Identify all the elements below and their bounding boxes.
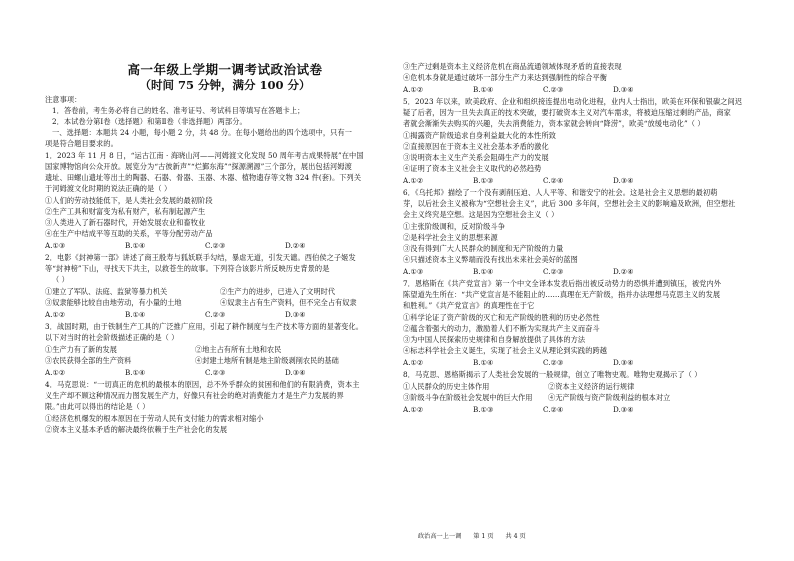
q4-statement: ④危机本身就是通过破坏一部分生产力来达到强制性的综合平衡 <box>403 73 608 82</box>
page-footer <box>418 531 536 540</box>
q1-stem: 于河姆渡文化时期的说法正确的是（ ） <box>45 184 172 193</box>
q4-stem: 4．马克思说：“一切真正的危机的最根本的原因，总不外乎群众的贫困和他们的有限消费，资本主 <box>45 380 360 389</box>
q4-option-b[interactable]: B.①④ <box>473 85 494 94</box>
q8-option-b[interactable]: B.①③ <box>473 405 494 414</box>
q3-statement: ③农民获得全部的生产资料 <box>45 356 132 365</box>
q6-stem: 芽，以后社会主义被称为“空想社会主义”，此后 300 多年间，空想社会主义的影响遍及欧洲，但空想社 <box>403 199 736 208</box>
q3-option-a[interactable]: A.①② <box>45 368 66 377</box>
q8-statement: ④无产阶级与资产阶级利益的根本对立 <box>548 393 671 402</box>
q3-stem: 以下对当时的社会阶级描述正确的是（ ） <box>45 333 179 342</box>
q7-statement: ③为中国人民探索历史规律和自身解放提供了具体的方法 <box>403 335 586 344</box>
q6-stem: 会主义终究是空想。这是因为空想社会主义（ ） <box>403 210 559 219</box>
q8-statement: ③阶级斗争在阶级社会发展中的巨大作用 <box>403 393 533 402</box>
q4-statement: ②资本主义基本矛盾的解决最终依赖于生产社会化的发展 <box>45 425 228 434</box>
q3-option-b[interactable]: B.①④ <box>125 368 146 377</box>
q4-statement: ③生产过剩是资本主义经济危机在商品流通领域体现矛盾的直接表现 <box>403 62 622 71</box>
q6-option-d[interactable]: D.②④ <box>613 267 634 276</box>
footer-subject: 政治高一上一调 <box>418 533 462 540</box>
q6-option-c[interactable]: C.②③ <box>543 267 564 276</box>
q5-statement: ③说明资本主义生产关系会阻碍生产力的发展 <box>403 153 549 162</box>
q1-option-c[interactable]: C.②③ <box>205 241 226 250</box>
notice-line: 1．答卷前，考生务必将自己的姓名、准考证号、考试科目等填写在答题卡上； <box>52 106 305 115</box>
q5-stem: 者就会渐渐失去购买的兴趣，失去消费能力，资本家就会转向“降涝”，欧美“放缓电动化”（ ） <box>403 119 705 128</box>
q1-statement: ④在生产中结成平等互助的关系，平等分配劳动产品 <box>45 229 213 238</box>
q7-option-c[interactable]: C.②③ <box>543 358 564 367</box>
q1-option-d[interactable]: D.②④ <box>285 241 306 250</box>
q6-statement: ④只描述资本主义弊端而没有找出未来社会美好的蓝图 <box>403 255 578 264</box>
q7-option-d[interactable]: D.③④ <box>613 358 634 367</box>
q6-statement: ②是科学社会主义的思想来源 <box>403 233 498 242</box>
q5-statement: ④证明了资本主义社会主义取代的必然趋势 <box>403 164 542 173</box>
q2-option-b[interactable]: B.①④ <box>125 310 146 319</box>
footer-page-total: 共 4 页 <box>505 533 526 540</box>
q4-stem: 义生产却不顾这种情况而力图发展生产力，好像只有社会的绝对消费能力才是生产力发展的界 <box>45 391 344 400</box>
q3-statement: ①生产力有了新的发展 <box>45 345 117 354</box>
exam-title: 高一年级上学期一调考试政治试卷 <box>127 62 323 77</box>
q3-stem: 3．战国时期，由于铁制生产工具的广泛推广应用，引起了耕作制度与生产技术等方面的显著变化。 <box>45 322 364 331</box>
q6-stem: 6．《乌托邦》描绘了一个没有剥削压迫、人人平等、和谐安宁的社会。这是社会主义思想的最初萌 <box>403 188 718 197</box>
q5-option-c[interactable]: C.②④ <box>543 176 564 185</box>
q2-option-a[interactable]: A.①② <box>45 310 66 319</box>
q2-option-d[interactable]: D.③④ <box>285 310 306 319</box>
q5-stem: 5．2023 年以来，欧美政府、企业和组织接连提出电动化进程，业内人士指出，欧美在环保和银碳之间迟 <box>403 97 743 106</box>
q7-statement: ②蕴含着强大的动力，激励着人们不断为实现共产主义而奋斗 <box>403 324 600 333</box>
q2-stem: 2．电影《封神第一部》讲述了商王殷寿与狐妖联手勾结，暴虐无道，引发天谴。西伯侯之子姬发 <box>45 253 356 262</box>
q3-statement: ④封建土地所有制是地主阶级剥削农民的基础 <box>195 356 339 365</box>
q6-statement: ③没有得到广大人民群众的制度和无产阶级的力量 <box>403 244 564 253</box>
notice-line: 项是符合题目要求的。 <box>45 139 118 148</box>
q1-stem: 国家博物馆向公众开放。展览分为“古彼新声”“烂鄞东海”“探源溯源”三个部分，展出包括河姆渡 <box>45 162 352 171</box>
q1-statement: ③人类进入了新石器时代，开始发展农业和畜牧业 <box>45 218 206 227</box>
q1-option-b[interactable]: B.①④ <box>125 241 146 250</box>
q6-statement: ①主张阶级调和，反对阶级斗争 <box>403 222 506 231</box>
q5-statement: ②直接原因在于资本主义社会基本矛盾的激化 <box>403 142 549 151</box>
q7-statement: ①科学论证了资产阶级的灭亡和无产阶级的胜利的历史必然性 <box>403 313 600 322</box>
notice-line: 一、选择题：本题共 24 小题，每小题 2 分，共 48 分。在每小题给出的四个选项中，只有一 <box>52 128 353 137</box>
q3-option-c[interactable]: C.②③ <box>205 368 226 377</box>
q8-stem: 8．马克思、恩格斯揭示了人类社会发展的一般规律，创立了唯物史观。唯物史观揭示了（ ） <box>403 370 702 379</box>
q8-option-d[interactable]: D.③④ <box>613 405 634 414</box>
q7-stem: 陈望道先生所在：“共产党宣言是不能阻止的……真理在无产阶级，指并办法理想马克思主义的发展 <box>403 290 721 299</box>
q5-option-b[interactable]: B.①③ <box>473 176 494 185</box>
q1-statement: ②生产工具和财富变为私有财产，私有制起源产生 <box>45 207 206 216</box>
q8-option-a[interactable]: A.①② <box>403 405 424 414</box>
q7-option-b[interactable]: B.①④ <box>473 358 494 367</box>
q2-statement: ④奴隶主占有生产资料，但不完全占有奴隶 <box>220 298 357 307</box>
q4-option-a[interactable]: A.①② <box>403 85 424 94</box>
q2-stem: （ ） <box>52 275 69 284</box>
q1-stem: 遗址、田螺山遗址等出土的陶器、石器、骨器、玉器、木器、植物遗存等文物 324 件(套)。下列关 <box>45 173 362 182</box>
q2-option-c[interactable]: C.②③ <box>205 310 226 319</box>
q7-stem: 和胜利。”《共产党宣言》的真理性在于它 <box>403 301 535 310</box>
q2-statement: ②生产力的进步，已进入了文明时代 <box>220 287 336 296</box>
q4-statement: ①经济危机爆发的根本原因在于劳动人民有支付能力的需求相对缩小 <box>45 414 264 423</box>
q7-statement: ④标志科学社会主义诞生，实现了社会主义从理论到实践的跨越 <box>403 346 608 355</box>
q2-stem: 等“封神榜”下山，寻找天下共主，以救苍生的故事。下列符合该影片所反映历史背景的是 <box>45 264 330 273</box>
q6-option-a[interactable]: A.①③ <box>403 267 424 276</box>
q4-option-c[interactable]: C.②③ <box>543 85 564 94</box>
q1-option-a[interactable]: A.①③ <box>45 241 66 250</box>
q5-option-d[interactable]: D.③④ <box>613 176 634 185</box>
exam-subtitle: （时间 75 分钟，满分 100 分） <box>139 78 311 92</box>
q4-stem: 限。”由此可以得出的结论是（ ） <box>45 402 150 411</box>
q8-statement: ②资本主义经济的运行规律 <box>548 382 635 391</box>
q5-option-a[interactable]: A.①② <box>403 176 424 185</box>
q3-option-d[interactable]: D.③④ <box>285 368 306 377</box>
q2-statement: ③奴隶能够比较自由地劳动，有小量的土地 <box>45 298 182 307</box>
q2-statement: ①建立了军队、法庭、监狱等暴力机关 <box>45 287 168 296</box>
q7-option-a[interactable]: A.①② <box>403 358 424 367</box>
q1-stem: 1．2023 年 11 月 8 日，“运古江南 · 海晓山河——河姆渡文化发现 50 周年考古成果特展”在中国 <box>45 151 364 160</box>
q7-stem: 7．恩格斯在《共产党宣言》第一个中文全译本发表后指出被反动势力的恐惧并遭到镇压，被党内外 <box>403 279 722 288</box>
q8-option-c[interactable]: C.②④ <box>543 405 564 414</box>
q1-statement: ①人们的劳动技能低下，是人类社会发展的最初阶段 <box>45 196 213 205</box>
notice-line: 2．本试卷分第Ⅰ卷（选择题）和第Ⅱ卷（非选择题）两部分。 <box>52 117 247 126</box>
q8-statement: ①人民群众的历史主体作用 <box>403 382 490 391</box>
notice-header: 注意事项： <box>45 95 82 104</box>
q3-statement: ②地主占有所有土地和农民 <box>195 345 282 354</box>
q4-option-d[interactable]: D.③④ <box>613 85 634 94</box>
q5-statement: ①揭露资产阶级追求自身利益最大化的本性所致 <box>403 131 557 140</box>
footer-page-number: 第 1 页 <box>473 533 494 540</box>
q5-stem: 疑了后者，因为一旦失去真正的技术突破，要打破资本主义对汽车需求，将被迫压缩过剩的产品，商家 <box>403 108 731 117</box>
q6-option-b[interactable]: B.①④ <box>473 267 494 276</box>
